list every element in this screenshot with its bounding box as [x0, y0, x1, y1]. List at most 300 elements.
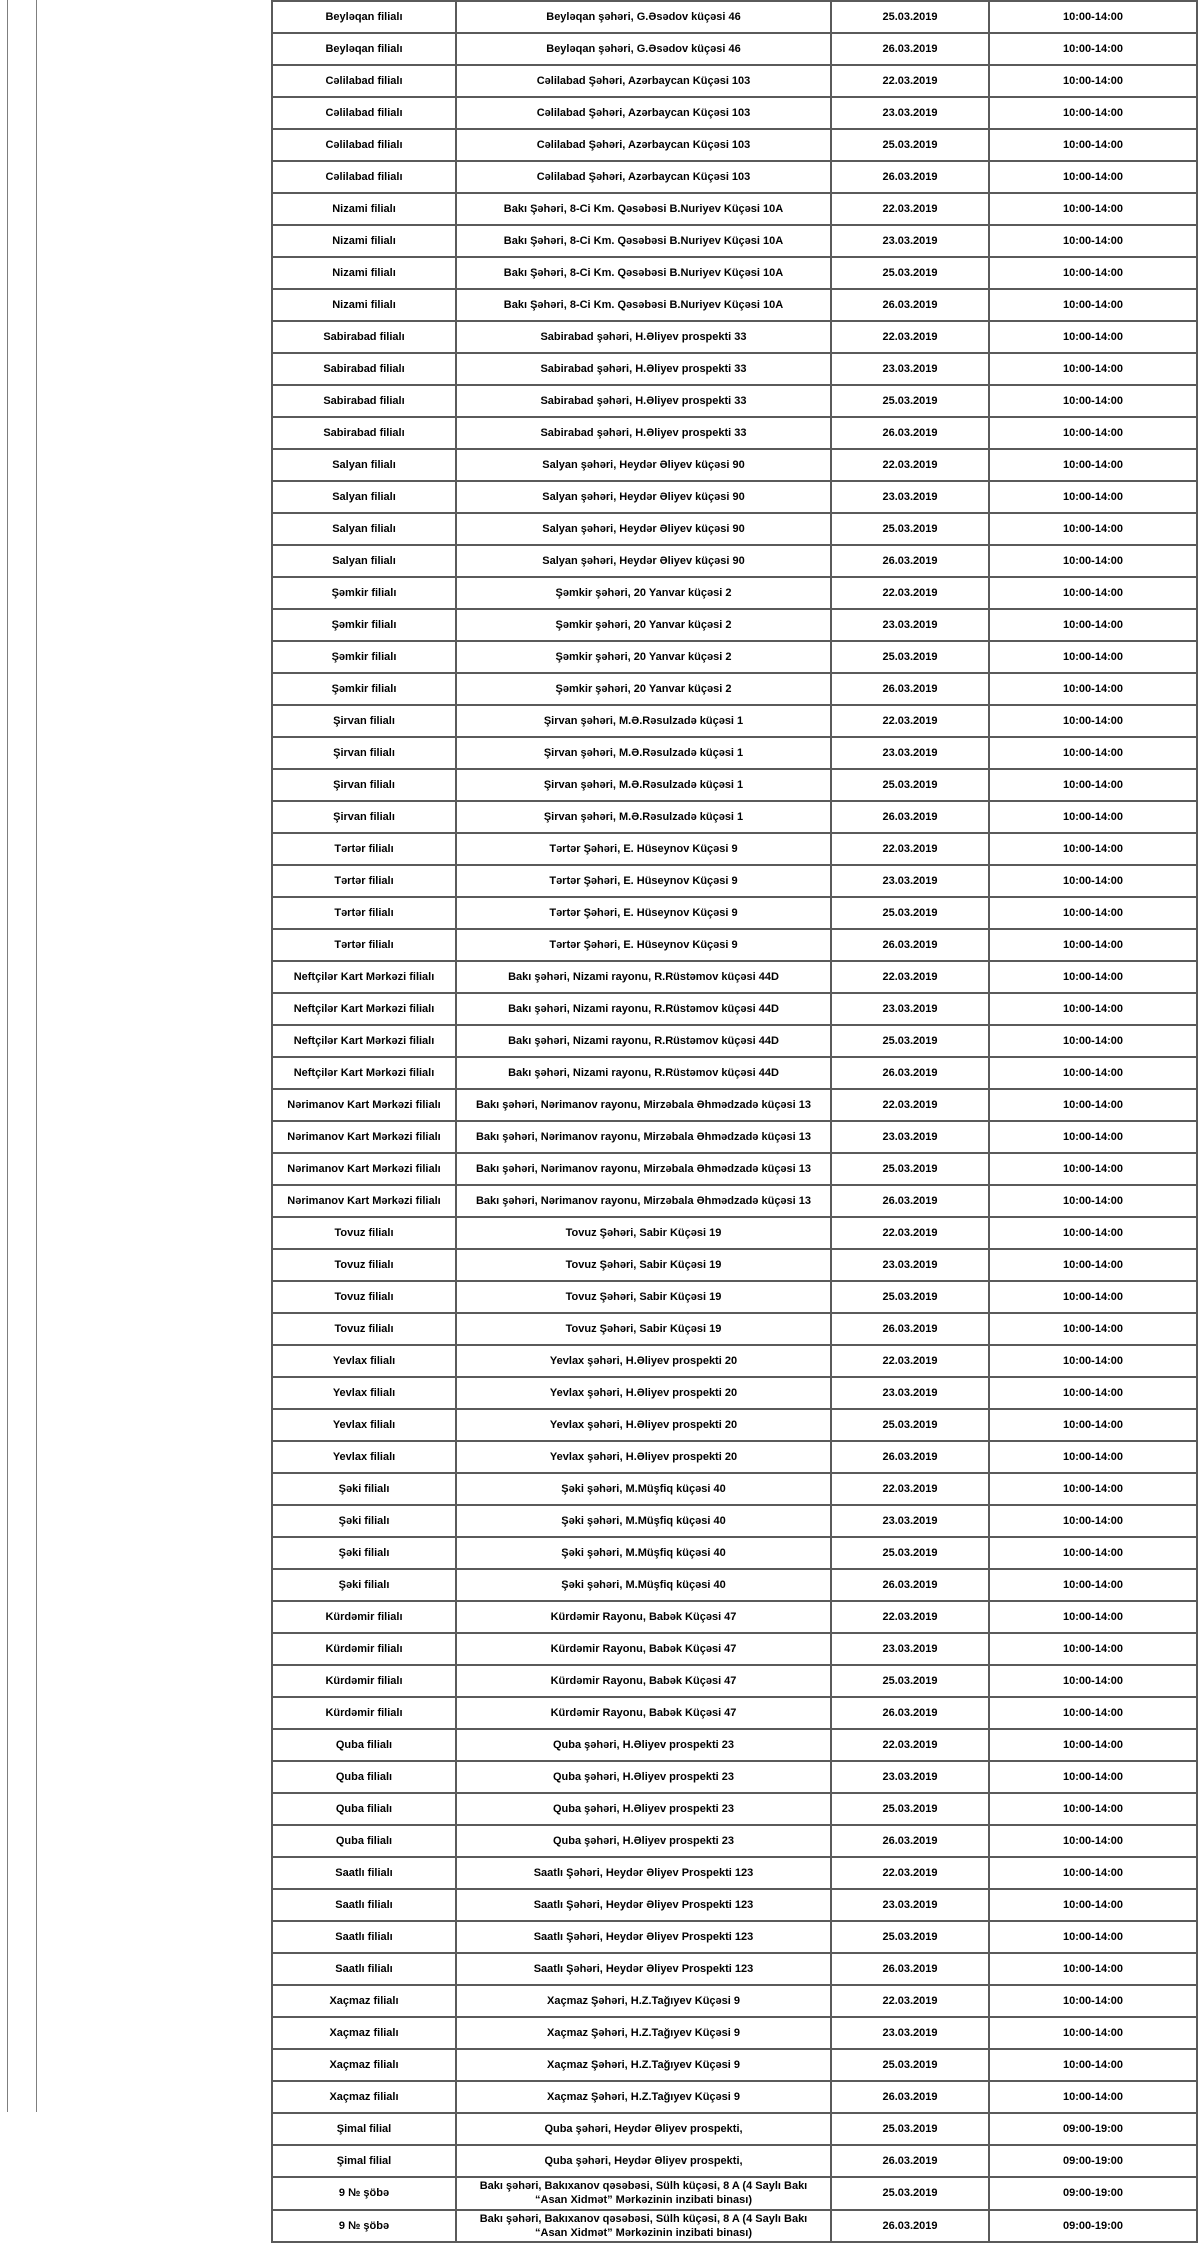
address-cell: Beyləqan şəhəri, G.Əsədov küçəsi 46: [456, 33, 831, 65]
address-cell: Salyan şəhəri, Heydər Əliyev küçəsi 90: [456, 449, 831, 481]
address-cell: Sabirabad şəhəri, H.Əliyev prospekti 33: [456, 417, 831, 449]
time-cell: 10:00-14:00: [989, 257, 1197, 289]
table-row: [272, 1473, 1197, 1505]
time-cell: 09:00-19:00: [989, 2177, 1197, 2210]
date-cell: 25.03.2019: [831, 1281, 989, 1313]
table-row: [272, 961, 1197, 993]
time-cell: 10:00-14:00: [989, 289, 1197, 321]
date-cell: 23.03.2019: [831, 481, 989, 513]
address-cell: Bakı şəhəri, Nizami rayonu, R.Rüstəmov küçəsi 44D: [456, 1025, 831, 1057]
date-cell: 22.03.2019: [831, 1473, 989, 1505]
table-row: [272, 97, 1197, 129]
date-cell: 25.03.2019: [831, 257, 989, 289]
date-cell: 26.03.2019: [831, 2081, 989, 2113]
address-cell: Cəlilabad Şəhəri, Azərbaycan Küçəsi 103: [456, 161, 831, 193]
date-cell: 26.03.2019: [831, 1441, 989, 1473]
time-cell: 10:00-14:00: [989, 385, 1197, 417]
date-cell: 25.03.2019: [831, 769, 989, 801]
address-cell: Şəmkir şəhəri, 20 Yanvar küçəsi 2: [456, 577, 831, 609]
date-cell: 23.03.2019: [831, 1889, 989, 1921]
date-cell: 26.03.2019: [831, 1953, 989, 1985]
address-cell: Bakı Şəhəri, 8-Ci Km. Qəsəbəsi B.Nuriyev Küçəsi 10A: [456, 289, 831, 321]
address-cell: Bakı Şəhəri, 8-Ci Km. Qəsəbəsi B.Nuriyev Küçəsi 10A: [456, 225, 831, 257]
date-cell: 26.03.2019: [831, 161, 989, 193]
date-cell: 26.03.2019: [831, 1185, 989, 1217]
table-row: [272, 1601, 1197, 1633]
date-cell: 22.03.2019: [831, 1601, 989, 1633]
address-cell: Tərtər Şəhəri, E. Hüseynov Küçəsi 9: [456, 897, 831, 929]
branch-cell: Kürdəmir filialı: [272, 1633, 456, 1665]
branch-cell: Tovuz filialı: [272, 1313, 456, 1345]
address-cell: Xaçmaz Şəhəri, H.Z.Tağıyev Küçəsi 9: [456, 2017, 831, 2049]
table-row: [272, 1409, 1197, 1441]
branch-cell: Quba filialı: [272, 1729, 456, 1761]
branch-cell: Kürdəmir filialı: [272, 1665, 456, 1697]
branch-cell: Şimal filial: [272, 2145, 456, 2177]
table-row: [272, 1921, 1197, 1953]
table-row: [272, 1953, 1197, 1985]
address-cell: Quba şəhəri, H.Əliyev prospekti 23: [456, 1793, 831, 1825]
date-cell: 25.03.2019: [831, 2177, 989, 2210]
date-cell: 22.03.2019: [831, 961, 989, 993]
date-cell: 23.03.2019: [831, 1505, 989, 1537]
time-cell: 10:00-14:00: [989, 481, 1197, 513]
table-row: [272, 2113, 1197, 2145]
table-row: [272, 833, 1197, 865]
table-row: [272, 609, 1197, 641]
table-row: [272, 65, 1197, 97]
address-cell: Bakı şəhəri, Bakıxanov qəsəbəsi, Sülh küçəsi, 8 A (4 Saylı Bakı “Asan Xidmət” Mərkəzinin inzibati binası): [456, 2210, 831, 2243]
branch-cell: Yevlax filialı: [272, 1345, 456, 1377]
table-row: [272, 2145, 1197, 2177]
table-row: [272, 769, 1197, 801]
branch-cell: Salyan filialı: [272, 449, 456, 481]
date-cell: 23.03.2019: [831, 1761, 989, 1793]
address-cell: Şəki şəhəri, M.Müşfiq küçəsi 40: [456, 1569, 831, 1601]
branch-cell: Tovuz filialı: [272, 1249, 456, 1281]
branch-cell: Neftçilər Kart Mərkəzi filialı: [272, 1057, 456, 1089]
address-cell: Bakı şəhəri, Bakıxanov qəsəbəsi, Sülh küçəsi, 8 A (4 Saylı Bakı “Asan Xidmət” Mərkəzinin inzibati binası): [456, 2177, 831, 2210]
time-cell: 10:00-14:00: [989, 1857, 1197, 1889]
date-cell: 22.03.2019: [831, 577, 989, 609]
date-cell: 25.03.2019: [831, 897, 989, 929]
time-cell: 10:00-14:00: [989, 1793, 1197, 1825]
table-row: [272, 641, 1197, 673]
address-cell: Tovuz Şəhəri, Sabir Küçəsi 19: [456, 1217, 831, 1249]
time-cell: 10:00-14:00: [989, 1281, 1197, 1313]
time-cell: 10:00-14:00: [989, 1921, 1197, 1953]
time-cell: 10:00-14:00: [989, 1345, 1197, 1377]
date-cell: 22.03.2019: [831, 1089, 989, 1121]
table-row: [272, 1825, 1197, 1857]
address-cell: Saatlı Şəhəri, Heydər Əliyev Prospekti 123: [456, 1857, 831, 1889]
address-cell: Xaçmaz Şəhəri, H.Z.Tağıyev Küçəsi 9: [456, 1985, 831, 2017]
time-cell: 10:00-14:00: [989, 545, 1197, 577]
address-cell: Sabirabad şəhəri, H.Əliyev prospekti 33: [456, 321, 831, 353]
table-row: [272, 161, 1197, 193]
address-cell: Quba şəhəri, H.Əliyev prospekti 23: [456, 1729, 831, 1761]
table-row: [272, 481, 1197, 513]
table-row: [272, 865, 1197, 897]
branch-cell: Nərimanov Kart Mərkəzi filialı: [272, 1185, 456, 1217]
branch-cell: Cəlilabad filialı: [272, 65, 456, 97]
branch-cell: Quba filialı: [272, 1761, 456, 1793]
table-row: [272, 545, 1197, 577]
date-cell: 23.03.2019: [831, 2017, 989, 2049]
time-cell: 09:00-19:00: [989, 2113, 1197, 2145]
table-row: [272, 1153, 1197, 1185]
address-cell: Bakı şəhəri, Nərimanov rayonu, Mirzəbala Əhmədzadə küçəsi 13: [456, 1121, 831, 1153]
branch-cell: Yevlax filialı: [272, 1377, 456, 1409]
table-row: [272, 2049, 1197, 2081]
time-cell: 10:00-14:00: [989, 1249, 1197, 1281]
time-cell: 10:00-14:00: [989, 897, 1197, 929]
table-row: [272, 1217, 1197, 1249]
branch-cell: Tovuz filialı: [272, 1281, 456, 1313]
time-cell: 10:00-14:00: [989, 769, 1197, 801]
address-cell: Xaçmaz Şəhəri, H.Z.Tağıyev Küçəsi 9: [456, 2081, 831, 2113]
time-cell: 10:00-14:00: [989, 1121, 1197, 1153]
time-cell: 10:00-14:00: [989, 1665, 1197, 1697]
branch-cell: 9 № şöbə: [272, 2210, 456, 2243]
date-cell: 22.03.2019: [831, 1729, 989, 1761]
date-cell: 22.03.2019: [831, 65, 989, 97]
table-row: [272, 1793, 1197, 1825]
time-cell: 10:00-14:00: [989, 1889, 1197, 1921]
time-cell: 10:00-14:00: [989, 737, 1197, 769]
time-cell: 10:00-14:00: [989, 1825, 1197, 1857]
branch-cell: Tərtər filialı: [272, 833, 456, 865]
time-cell: 10:00-14:00: [989, 2017, 1197, 2049]
table-row: [272, 1, 1197, 33]
time-cell: 10:00-14:00: [989, 1217, 1197, 1249]
date-cell: 26.03.2019: [831, 289, 989, 321]
time-cell: 10:00-14:00: [989, 97, 1197, 129]
branch-cell: Salyan filialı: [272, 545, 456, 577]
branch-cell: Quba filialı: [272, 1825, 456, 1857]
time-cell: 10:00-14:00: [989, 929, 1197, 961]
date-cell: 26.03.2019: [831, 1569, 989, 1601]
address-cell: Yevlax şəhəri, H.Əliyev prospekti 20: [456, 1441, 831, 1473]
table-row: [272, 1505, 1197, 1537]
table-row: [272, 1441, 1197, 1473]
branch-cell: Şəmkir filialı: [272, 577, 456, 609]
address-cell: Tovuz Şəhəri, Sabir Küçəsi 19: [456, 1281, 831, 1313]
time-cell: 10:00-14:00: [989, 1985, 1197, 2017]
address-cell: Quba şəhəri, H.Əliyev prospekti 23: [456, 1825, 831, 1857]
address-cell: Kürdəmir Rayonu, Babək Küçəsi 47: [456, 1665, 831, 1697]
date-cell: 22.03.2019: [831, 1217, 989, 1249]
table-row: [272, 737, 1197, 769]
time-cell: 10:00-14:00: [989, 1569, 1197, 1601]
date-cell: 26.03.2019: [831, 673, 989, 705]
branch-schedule-table: [271, 0, 1198, 2243]
time-cell: 10:00-14:00: [989, 833, 1197, 865]
branch-cell: Yevlax filialı: [272, 1441, 456, 1473]
branch-cell: Şirvan filialı: [272, 705, 456, 737]
address-cell: Şəmkir şəhəri, 20 Yanvar küçəsi 2: [456, 673, 831, 705]
address-cell: Bakı şəhəri, Nizami rayonu, R.Rüstəmov küçəsi 44D: [456, 1057, 831, 1089]
branch-cell: Nərimanov Kart Mərkəzi filialı: [272, 1153, 456, 1185]
branch-cell: Nizami filialı: [272, 193, 456, 225]
address-cell: Şəmkir şəhəri, 20 Yanvar küçəsi 2: [456, 609, 831, 641]
time-cell: 10:00-14:00: [989, 609, 1197, 641]
schedule-table-body: [272, 1, 1197, 2242]
table-row: [272, 1697, 1197, 1729]
date-cell: 25.03.2019: [831, 1025, 989, 1057]
address-cell: Salyan şəhəri, Heydər Əliyev küçəsi 90: [456, 513, 831, 545]
date-cell: 25.03.2019: [831, 1921, 989, 1953]
table-row: [272, 1281, 1197, 1313]
date-cell: 22.03.2019: [831, 833, 989, 865]
branch-cell: Şirvan filialı: [272, 737, 456, 769]
branch-cell: Şirvan filialı: [272, 801, 456, 833]
date-cell: 23.03.2019: [831, 865, 989, 897]
address-cell: Salyan şəhəri, Heydər Əliyev küçəsi 90: [456, 545, 831, 577]
date-cell: 25.03.2019: [831, 1153, 989, 1185]
date-cell: 23.03.2019: [831, 1633, 989, 1665]
date-cell: 26.03.2019: [831, 545, 989, 577]
address-cell: Xaçmaz Şəhəri, H.Z.Tağıyev Küçəsi 9: [456, 2049, 831, 2081]
time-cell: 10:00-14:00: [989, 1697, 1197, 1729]
address-cell: Şirvan şəhəri, M.Ə.Rəsulzadə küçəsi 1: [456, 705, 831, 737]
address-cell: Şəmkir şəhəri, 20 Yanvar küçəsi 2: [456, 641, 831, 673]
time-cell: 10:00-14:00: [989, 673, 1197, 705]
branch-cell: Nizami filialı: [272, 289, 456, 321]
branch-cell: Tərtər filialı: [272, 897, 456, 929]
date-cell: 25.03.2019: [831, 513, 989, 545]
time-cell: 10:00-14:00: [989, 129, 1197, 161]
branch-cell: Şəki filialı: [272, 1569, 456, 1601]
table-row: [272, 1537, 1197, 1569]
date-cell: 26.03.2019: [831, 1313, 989, 1345]
table-row: [272, 257, 1197, 289]
time-cell: 10:00-14:00: [989, 1409, 1197, 1441]
branch-cell: 9 № şöbə: [272, 2177, 456, 2210]
date-cell: 22.03.2019: [831, 1985, 989, 2017]
time-cell: 10:00-14:00: [989, 1185, 1197, 1217]
table-row: [272, 1121, 1197, 1153]
branch-cell: Sabirabad filialı: [272, 353, 456, 385]
time-cell: 10:00-14:00: [989, 1953, 1197, 1985]
branch-cell: Beyləqan filialı: [272, 1, 456, 33]
date-cell: 23.03.2019: [831, 97, 989, 129]
branch-cell: Xaçmaz filialı: [272, 2081, 456, 2113]
table-row: [272, 225, 1197, 257]
date-cell: 23.03.2019: [831, 609, 989, 641]
time-cell: 10:00-14:00: [989, 161, 1197, 193]
address-cell: Quba şəhəri, H.Əliyev prospekti 23: [456, 1761, 831, 1793]
address-cell: Yevlax şəhəri, H.Əliyev prospekti 20: [456, 1345, 831, 1377]
branch-cell: Beyləqan filialı: [272, 33, 456, 65]
date-cell: 22.03.2019: [831, 1857, 989, 1889]
branch-cell: Neftçilər Kart Mərkəzi filialı: [272, 1025, 456, 1057]
branch-cell: Neftçilər Kart Mərkəzi filialı: [272, 961, 456, 993]
date-cell: 25.03.2019: [831, 1, 989, 33]
date-cell: 26.03.2019: [831, 33, 989, 65]
address-cell: Kürdəmir Rayonu, Babək Küçəsi 47: [456, 1601, 831, 1633]
branch-cell: Cəlilabad filialı: [272, 161, 456, 193]
table-row: [272, 1377, 1197, 1409]
branch-cell: Şəki filialı: [272, 1505, 456, 1537]
branch-cell: Kürdəmir filialı: [272, 1697, 456, 1729]
date-cell: 26.03.2019: [831, 1697, 989, 1729]
address-cell: Cəlilabad Şəhəri, Azərbaycan Küçəsi 103: [456, 65, 831, 97]
address-cell: Salyan şəhəri, Heydər Əliyev küçəsi 90: [456, 481, 831, 513]
time-cell: 10:00-14:00: [989, 1057, 1197, 1089]
time-cell: 10:00-14:00: [989, 321, 1197, 353]
address-cell: Şirvan şəhəri, M.Ə.Rəsulzadə küçəsi 1: [456, 769, 831, 801]
address-cell: Cəlilabad Şəhəri, Azərbaycan Küçəsi 103: [456, 129, 831, 161]
time-cell: 10:00-14:00: [989, 1089, 1197, 1121]
time-cell: 10:00-14:00: [989, 577, 1197, 609]
address-cell: Cəlilabad Şəhəri, Azərbaycan Küçəsi 103: [456, 97, 831, 129]
branch-cell: Şimal filial: [272, 2113, 456, 2145]
time-cell: 10:00-14:00: [989, 1025, 1197, 1057]
time-cell: 10:00-14:00: [989, 2081, 1197, 2113]
table-row: [272, 1185, 1197, 1217]
branch-cell: Salyan filialı: [272, 513, 456, 545]
date-cell: 25.03.2019: [831, 641, 989, 673]
branch-cell: Tovuz filialı: [272, 1217, 456, 1249]
table-row: [272, 417, 1197, 449]
time-cell: 10:00-14:00: [989, 1, 1197, 33]
address-cell: Şəki şəhəri, M.Müşfiq küçəsi 40: [456, 1537, 831, 1569]
table-row: [272, 385, 1197, 417]
time-cell: 10:00-14:00: [989, 65, 1197, 97]
left-margin-rule-1: [7, 0, 8, 2112]
time-cell: 10:00-14:00: [989, 193, 1197, 225]
table-row: [272, 1729, 1197, 1761]
time-cell: 10:00-14:00: [989, 641, 1197, 673]
address-cell: Quba şəhəri, Heydər Əliyev prospekti,: [456, 2145, 831, 2177]
branch-cell: Cəlilabad filialı: [272, 129, 456, 161]
address-cell: Yevlax şəhəri, H.Əliyev prospekti 20: [456, 1409, 831, 1441]
date-cell: 26.03.2019: [831, 2210, 989, 2243]
branch-cell: Nərimanov Kart Mərkəzi filialı: [272, 1089, 456, 1121]
address-cell: Şəki şəhəri, M.Müşfiq küçəsi 40: [456, 1473, 831, 1505]
branch-cell: Saatlı filialı: [272, 1921, 456, 1953]
time-cell: 10:00-14:00: [989, 801, 1197, 833]
date-cell: 26.03.2019: [831, 417, 989, 449]
time-cell: 10:00-14:00: [989, 33, 1197, 65]
table-row: [272, 1249, 1197, 1281]
date-cell: 22.03.2019: [831, 1345, 989, 1377]
date-cell: 23.03.2019: [831, 225, 989, 257]
time-cell: 10:00-14:00: [989, 2049, 1197, 2081]
table-row: [272, 2210, 1197, 2243]
table-row: [272, 577, 1197, 609]
time-cell: 10:00-14:00: [989, 705, 1197, 737]
time-cell: 10:00-14:00: [989, 1537, 1197, 1569]
branch-cell: Saatlı filialı: [272, 1953, 456, 1985]
date-cell: 23.03.2019: [831, 1121, 989, 1153]
address-cell: Yevlax şəhəri, H.Əliyev prospekti 20: [456, 1377, 831, 1409]
address-cell: Şəki şəhəri, M.Müşfiq küçəsi 40: [456, 1505, 831, 1537]
table-row: [272, 1985, 1197, 2017]
date-cell: 22.03.2019: [831, 193, 989, 225]
address-cell: Kürdəmir Rayonu, Babək Küçəsi 47: [456, 1633, 831, 1665]
address-cell: Tərtər Şəhəri, E. Hüseynov Küçəsi 9: [456, 833, 831, 865]
date-cell: 23.03.2019: [831, 737, 989, 769]
time-cell: 10:00-14:00: [989, 417, 1197, 449]
table-row: [272, 449, 1197, 481]
table-row: [272, 289, 1197, 321]
branch-cell: Şəki filialı: [272, 1473, 456, 1505]
table-row: [272, 353, 1197, 385]
branch-cell: Tərtər filialı: [272, 929, 456, 961]
address-cell: Bakı Şəhəri, 8-Ci Km. Qəsəbəsi B.Nuriyev Küçəsi 10A: [456, 193, 831, 225]
time-cell: 10:00-14:00: [989, 513, 1197, 545]
branch-cell: Kürdəmir filialı: [272, 1601, 456, 1633]
time-cell: 10:00-14:00: [989, 1473, 1197, 1505]
table-row: [272, 129, 1197, 161]
table-row: [272, 1569, 1197, 1601]
date-cell: 23.03.2019: [831, 1377, 989, 1409]
table-row: [272, 321, 1197, 353]
branch-cell: Neftçilər Kart Mərkəzi filialı: [272, 993, 456, 1025]
time-cell: 10:00-14:00: [989, 1633, 1197, 1665]
branch-cell: Sabirabad filialı: [272, 321, 456, 353]
time-cell: 10:00-14:00: [989, 993, 1197, 1025]
left-margin-rule-2: [36, 0, 37, 2112]
address-cell: Tovuz Şəhəri, Sabir Küçəsi 19: [456, 1313, 831, 1345]
branch-cell: Şəki filialı: [272, 1537, 456, 1569]
address-cell: Bakı şəhəri, Nərimanov rayonu, Mirzəbala Əhmədzadə küçəsi 13: [456, 1089, 831, 1121]
table-row: [272, 33, 1197, 65]
address-cell: Bakı şəhəri, Nərimanov rayonu, Mirzəbala Əhmədzadə küçəsi 13: [456, 1153, 831, 1185]
address-cell: Saatlı Şəhəri, Heydər Əliyev Prospekti 123: [456, 1921, 831, 1953]
table-row: [272, 2177, 1197, 2210]
time-cell: 10:00-14:00: [989, 1505, 1197, 1537]
address-cell: Şirvan şəhəri, M.Ə.Rəsulzadə küçəsi 1: [456, 737, 831, 769]
branch-cell: Şirvan filialı: [272, 769, 456, 801]
time-cell: 10:00-14:00: [989, 1377, 1197, 1409]
table-row: [272, 2017, 1197, 2049]
branch-cell: Quba filialı: [272, 1793, 456, 1825]
time-cell: 10:00-14:00: [989, 1313, 1197, 1345]
address-cell: Bakı şəhəri, Nizami rayonu, R.Rüstəmov küçəsi 44D: [456, 961, 831, 993]
table-row: [272, 193, 1197, 225]
table-row: [272, 2081, 1197, 2113]
time-cell: 10:00-14:00: [989, 1761, 1197, 1793]
branch-cell: Salyan filialı: [272, 481, 456, 513]
time-cell: 10:00-14:00: [989, 961, 1197, 993]
date-cell: 23.03.2019: [831, 353, 989, 385]
table-row: [272, 513, 1197, 545]
date-cell: 22.03.2019: [831, 705, 989, 737]
table-row: [272, 1761, 1197, 1793]
time-cell: 09:00-19:00: [989, 2145, 1197, 2177]
table-row: [272, 673, 1197, 705]
date-cell: 25.03.2019: [831, 2049, 989, 2081]
date-cell: 22.03.2019: [831, 321, 989, 353]
date-cell: 25.03.2019: [831, 2113, 989, 2145]
branch-cell: Xaçmaz filialı: [272, 2049, 456, 2081]
date-cell: 22.03.2019: [831, 449, 989, 481]
time-cell: 10:00-14:00: [989, 865, 1197, 897]
table-row: [272, 897, 1197, 929]
table-row: [272, 1857, 1197, 1889]
address-cell: Sabirabad şəhəri, H.Əliyev prospekti 33: [456, 353, 831, 385]
date-cell: 25.03.2019: [831, 1537, 989, 1569]
table-row: [272, 1057, 1197, 1089]
table-row: [272, 705, 1197, 737]
date-cell: 25.03.2019: [831, 129, 989, 161]
address-cell: Sabirabad şəhəri, H.Əliyev prospekti 33: [456, 385, 831, 417]
branch-cell: Cəlilabad filialı: [272, 97, 456, 129]
time-cell: 10:00-14:00: [989, 449, 1197, 481]
